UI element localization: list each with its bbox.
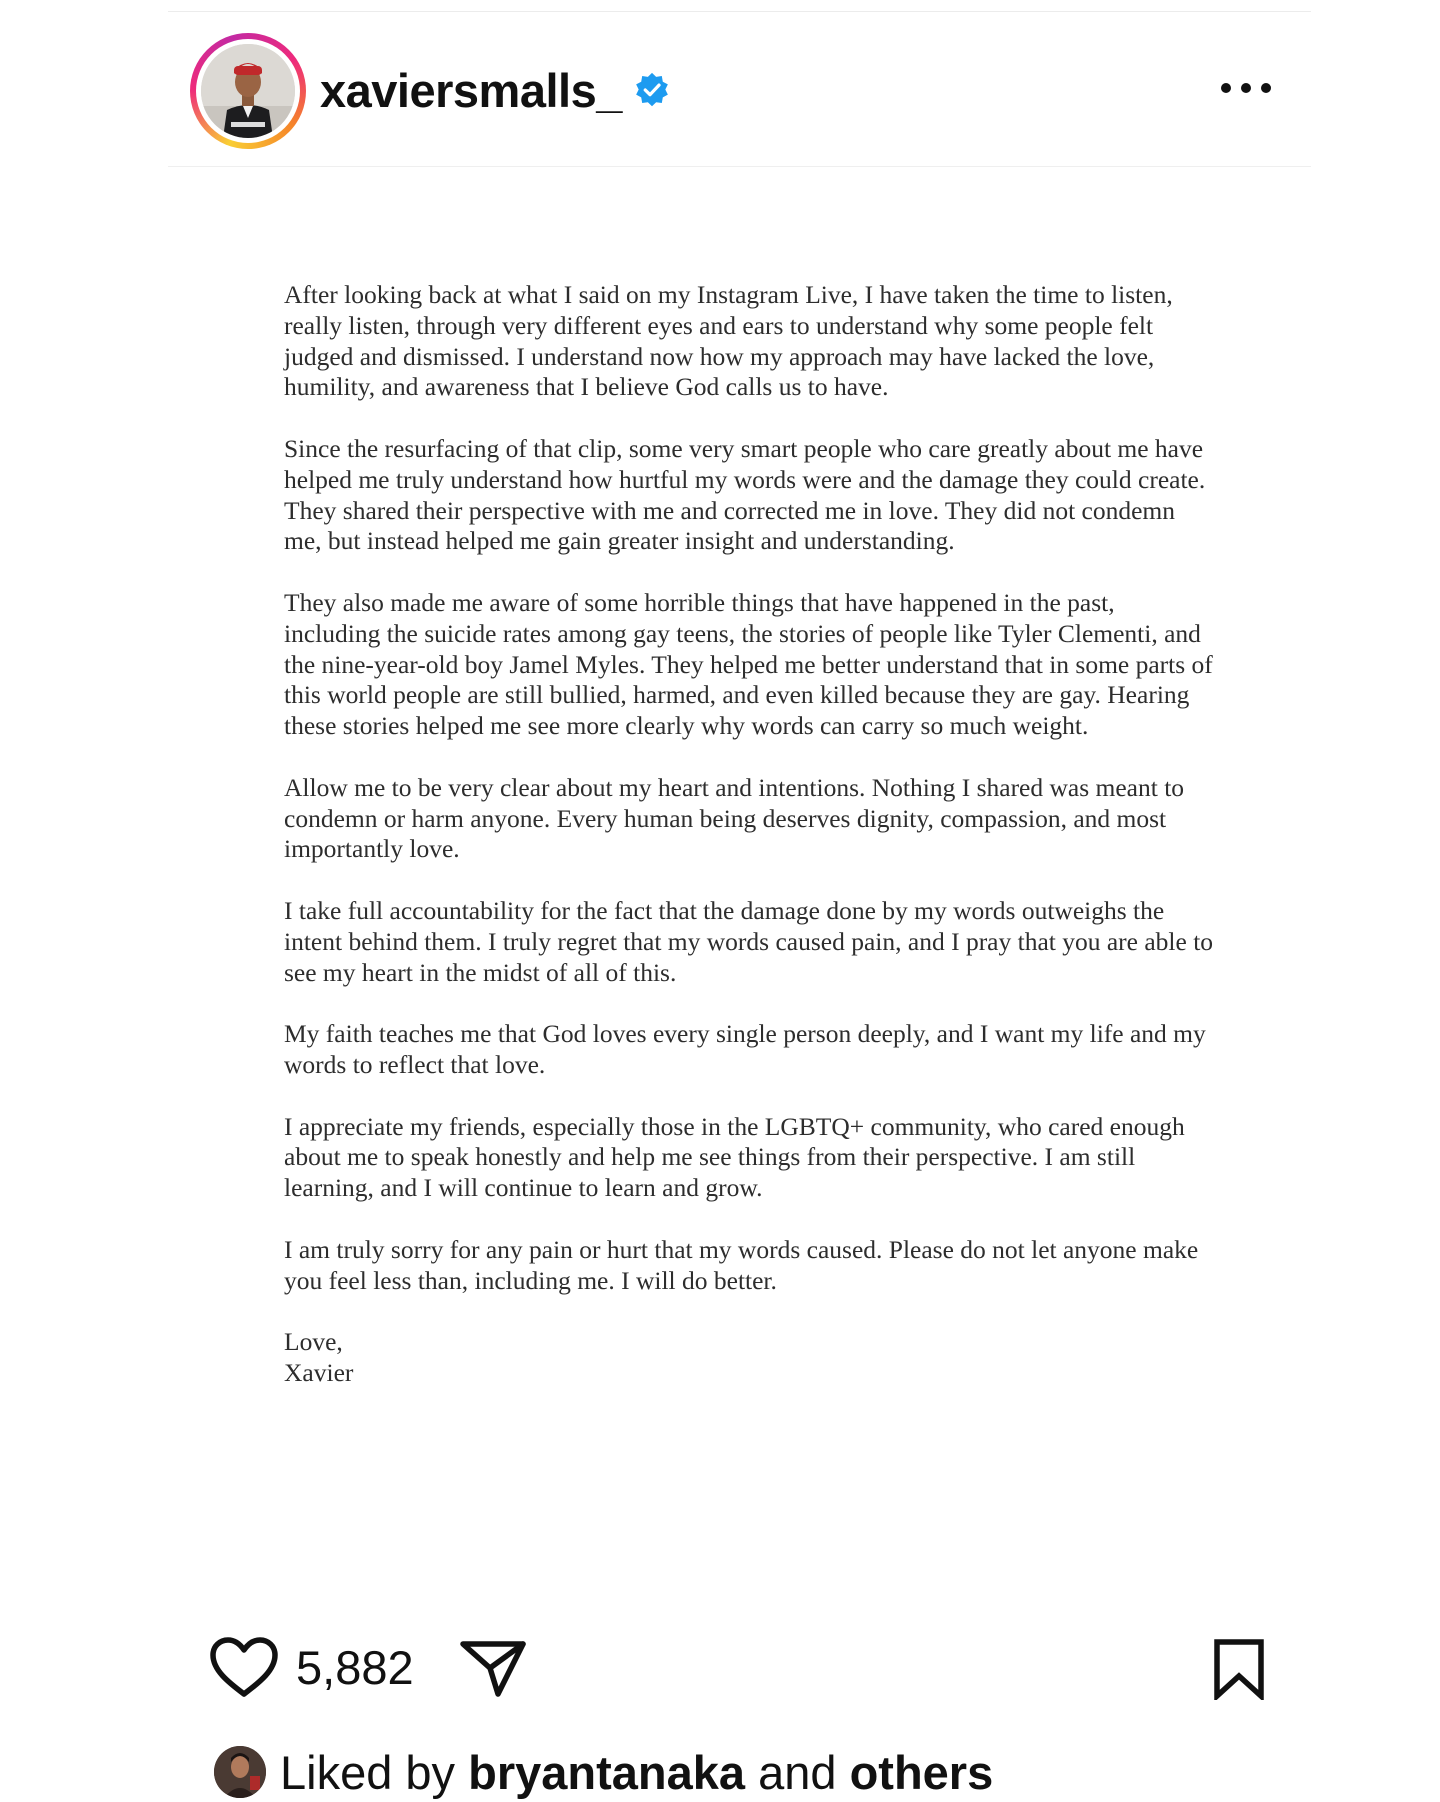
letter-paragraph: I appreciate my friends, especially those in the LGBTQ+ community, who cared enough about me to speak honestly and help me see things from their perspective. I am still learning, and I will continue to learn and grow. — [284, 1111, 1185, 1203]
liked-by-others-link[interactable]: others — [849, 1745, 994, 1799]
post-header — [168, 12, 1311, 167]
more-options-icon[interactable] — [1220, 78, 1272, 98]
letter-paragraph: They also made me aware of some horrible things that have happened in the past, including the suicide rates among gay teens, the stories of people like Tyler Clementi, and the nine-year-old boy Jamel Myles. They helped me better understand that in some parts of this world people are still bullied, harmed, and even killed because they are gay. Hearing these stories helped me see more clearly why words can carry so much weight. — [284, 587, 1213, 741]
avatar-person-icon — [201, 44, 295, 138]
bookmark-icon[interactable] — [1210, 1638, 1268, 1700]
post-image-letter — [284, 280, 1214, 1389]
post-actions — [168, 1628, 1311, 1698]
avatar[interactable] — [201, 44, 295, 138]
liked-by-user-link[interactable]: bryantanaka — [468, 1745, 746, 1799]
letter-paragraph: Allow me to be very clear about my heart and intentions. Nothing I shared was meant to condemn or harm anyone. Every human being deserves dignity, compassion, and most importantly love. — [284, 772, 1185, 864]
liked-by-row — [214, 1742, 993, 1802]
letter-paragraph: I am truly sorry for any pain or hurt that my words caused. Please do not let anyone make you feel less than, including me. I will do better. — [284, 1234, 1199, 1295]
letter-paragraph: My faith teaches me that God loves every single person deeply, and I want my life and my words to reflect that love. — [284, 1019, 1206, 1079]
liked-by-prefix: Liked by — [280, 1745, 456, 1799]
story-ring[interactable] — [190, 33, 306, 149]
letter-paragraph: I take full accountability for the fact that the damage done by my words outweighs the intent behind them. I truly regret that my words caused pain, and I pray that you are able to see my heart in the midst of all of this. — [284, 895, 1214, 987]
liked-by-avatar[interactable] — [214, 1746, 266, 1798]
liked-by-connector: and — [758, 1745, 837, 1799]
verified-badge-icon — [634, 72, 670, 108]
liked-by-text — [280, 1745, 993, 1800]
heart-icon[interactable] — [208, 1636, 280, 1700]
letter-paragraph: Since the resurfacing of that clip, some very smart people who care greatly about me have helped me truly understand how hurtful my words were and the damage they could create. They shared their perspective with me and corrected me in love. They did not condemn me, but instead helped me gain greater insight and understanding. — [284, 433, 1206, 556]
letter-signature: Xavier — [284, 1357, 354, 1387]
liked-by-person-icon — [214, 1746, 266, 1798]
like-count[interactable]: 5,882 — [296, 1641, 414, 1694]
share-icon[interactable] — [458, 1638, 528, 1698]
letter-closing: Love, — [284, 1327, 343, 1357]
username-row — [320, 60, 670, 120]
letter-paragraph: After looking back at what I said on my Instagram Live, I have taken the time to listen, really listen, through very different eyes and ears to understand why some people felt judged and dismissed. I understand now how my approach may have lacked the love, humility, and awareness that I believe God calls us to have. — [284, 280, 1173, 402]
username-link[interactable]: xaviersmalls_ — [320, 63, 622, 117]
